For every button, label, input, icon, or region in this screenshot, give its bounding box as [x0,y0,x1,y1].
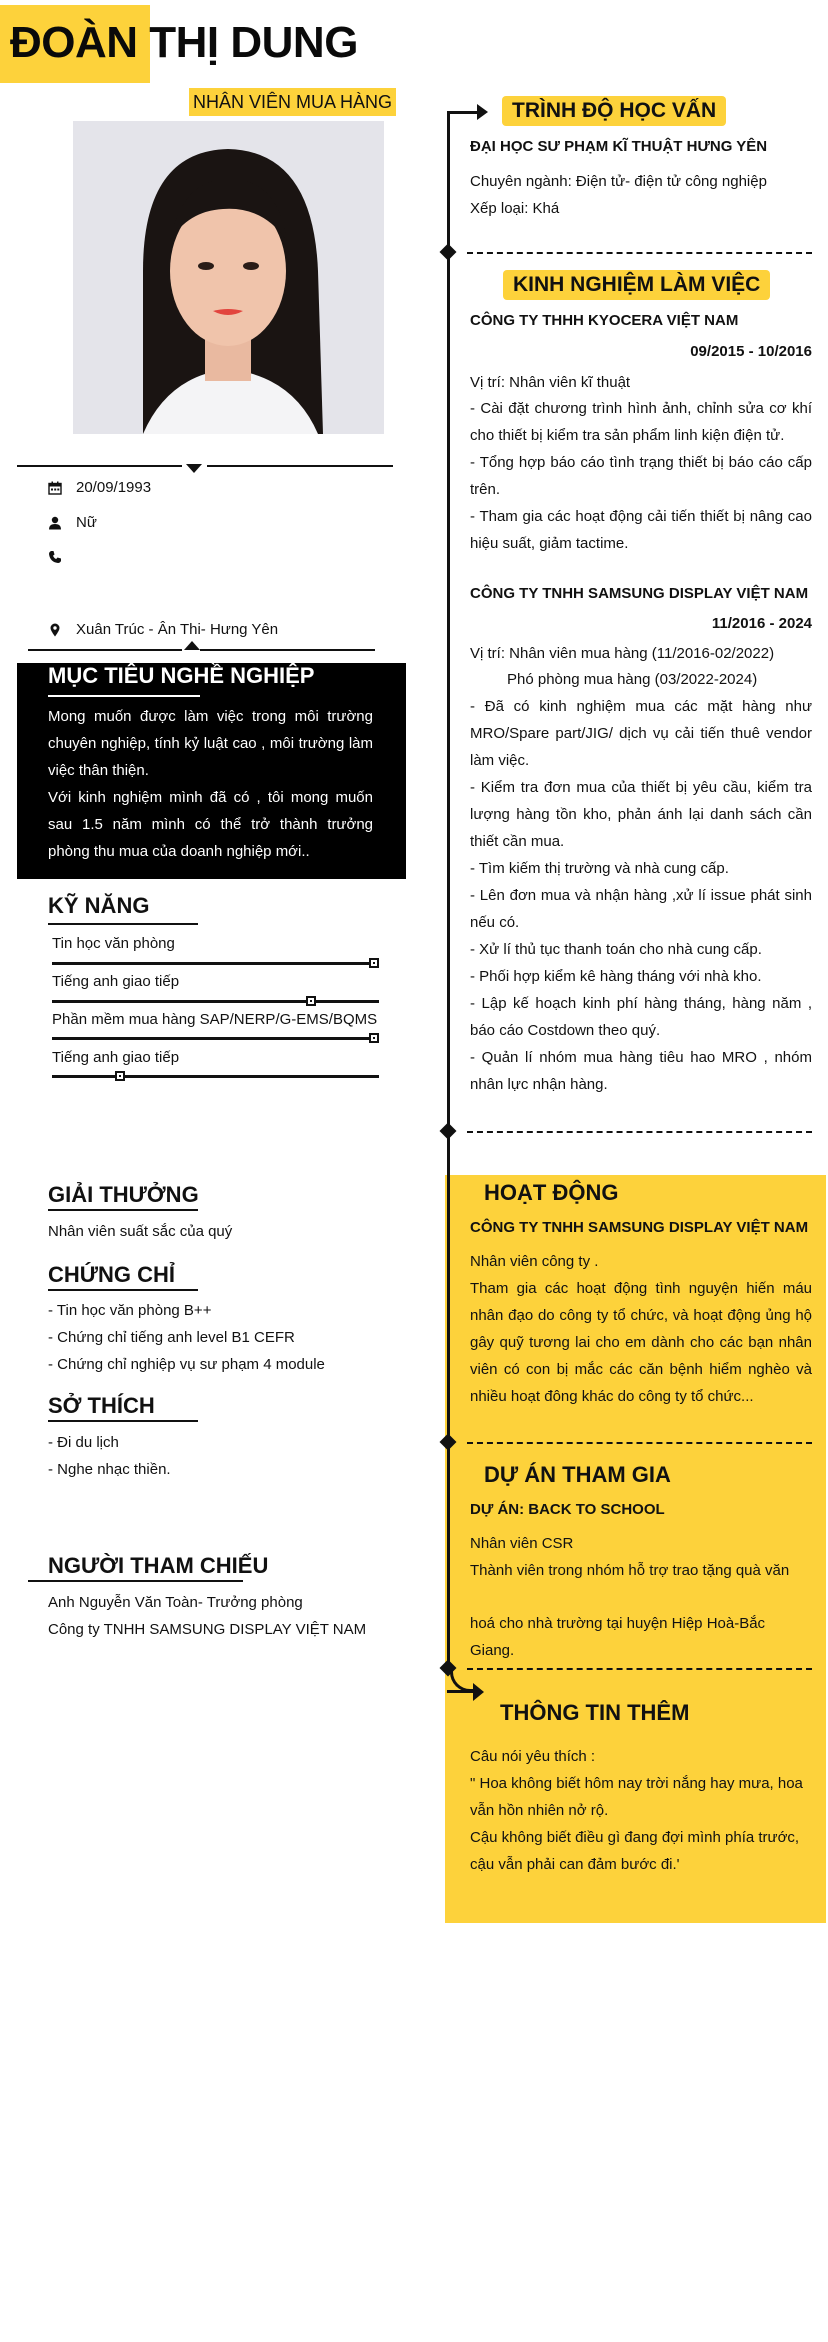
hobbies-list [48,1429,171,1483]
info-divider-bottom-right [200,649,375,651]
timeline-node [440,1123,457,1140]
skill-label-4: Tiếng anh giao tiếp [52,1049,180,1066]
awards-title: GIẢI THƯỞNG [48,1182,199,1207]
info-divider-arrow-down [186,464,202,473]
job-2-date: 11/2016 - 2024 [711,615,812,632]
address-row [48,619,278,641]
certificate-item: - Chứng chỉ nghiệp vụ sư phạm 4 module [48,1356,325,1373]
timeline-start-arm [447,111,480,114]
extra-quote [470,1770,812,1878]
skills-underline [48,923,198,925]
address-value: Xuân Trúc - Ân Thi- Hưng Yên [76,621,279,638]
objective-text-2: Với kinh nghiệm mình đã có , tôi mong muốn sau 1.5 năm mình có thể trở thành trưởng phòng thu mua của doanh nghiệp mới.. [48,789,373,860]
extra-quote-2: Cậu không biết điều gì đang đợi mình phía trước, cậu vẫn phải can đảm bước đi.' [470,1829,800,1873]
extra-quote-1: " Hoa không biết hôm nay trời nắng hay mưa, hoa vẫn hồn nhiên nở rộ. [470,1775,803,1819]
extra-label: Câu nói yêu thích : [470,1748,596,1765]
skill-knob-1 [369,958,379,968]
education-major: Chuyên ngành: Điện tử- điện tử công nghiệp [470,173,767,190]
phone-row [48,546,76,568]
experience-title: KINH NGHIỆM LÀM VIỆC [503,270,770,300]
job-2-position: Vị trí: Nhân viên mua hàng (11/2016-02/2022) [470,645,775,662]
info-divider-arrow-up [184,641,200,650]
activities-org: CÔNG TY TNHH SAMSUNG DISPLAY VIỆT NAM [470,1219,809,1236]
hobby-item: - Nghe nhạc thiền. [48,1461,171,1478]
hobbies-underline [48,1420,198,1422]
skill-knob-4 [115,1071,125,1081]
objective-title: MỤC TIÊU NGHỀ NGHIỆP [48,663,315,688]
reference-text [48,1589,366,1643]
activities-title: HOẠT ĐỘNG [484,1180,619,1205]
job-1-date: 09/2015 - 10/2016 [690,343,812,360]
reference-title: NGƯỜI THAM CHIẾU [48,1553,269,1578]
info-divider-top-left [17,465,182,467]
skill-bar-1 [52,962,379,965]
job-1-company: CÔNG TY THHH KYOCERA VIỆT NAM [470,312,739,329]
birthday-value: 20/09/1993 [76,479,152,496]
task-item: - Lập kế hoạch kinh phí hàng tháng, hàng năm , báo cáo Costdown theo quý. [470,995,812,1039]
extra-title: THÔNG TIN THÊM [500,1700,690,1725]
certificates-title: CHỨNG CHỈ [48,1262,176,1287]
calendar-icon [48,481,62,495]
profile-photo [73,121,384,434]
reference-person: Anh Nguyễn Văn Toàn- Trưởng phòng [48,1594,303,1611]
hobbies-title: SỞ THÍCH [48,1393,155,1418]
skill-label-3: Phần mềm mua hàng SAP/NERP/G-EMS/BQMS [52,1011,378,1028]
timeline-start-arrow [477,104,488,120]
task-item: - Phối hợp kiểm kê hàng tháng với nhà kho. [470,968,762,985]
skill-bar-4 [52,1075,379,1078]
job-2-tasks [470,693,812,1098]
skills-title: KỸ NĂNG [48,893,150,918]
section-divider [467,1668,812,1670]
skill-bar-3 [52,1037,379,1040]
task-item: - Tham gia các hoạt động cải tiến thiết bị nâng cao hiệu suất, giảm tactime. [470,508,812,552]
task-item: - Quản lí nhóm mua hàng tiêu hao MRO , nhóm nhân lực nhận hàng. [470,1049,812,1093]
education-school: ĐẠI HỌC SƯ PHẠM KĨ THUẬT HƯNG YÊN [470,138,768,155]
task-item: - Tổng hợp báo cáo tình trạng thiết bị báo cáo cấp trên. [470,454,812,498]
skill-label-2: Tiếng anh giao tiếp [52,973,180,990]
job-1-tasks [470,395,812,557]
info-divider-bottom-left [28,649,182,651]
certificate-item: - Tin học văn phòng B++ [48,1302,212,1319]
hobby-item: - Đi du lịch [48,1434,119,1451]
info-divider-top-right [207,465,393,467]
timeline-end-arrow [473,1683,484,1701]
objective-text-1: Mong muốn được làm việc trong môi trường chuyên nghiệp, tính kỷ luật cao , môi trường làm việc thân thiện. [48,708,373,779]
task-item: - Đã có kinh nghiệm mua các mặt hàng như MRO/Spare part/JIG/ dịch vụ cải tiến thuê vendor làm việc. [470,698,812,769]
task-item: - Tìm kiếm thị trường và nhà cung cấp. [470,860,729,877]
timeline-node [440,244,457,261]
certificate-item: - Chứng chỉ tiếng anh level B1 CEFR [48,1329,295,1346]
user-icon [48,516,62,530]
skill-label-1: Tin học văn phòng [52,935,175,952]
awards-text: Nhân viên suất sắc của quý [48,1223,233,1240]
education-title: TRÌNH ĐỘ HỌC VẤN [502,96,726,126]
phone-icon [48,550,62,564]
objective-text [48,703,373,865]
project-text-1: Thành viên trong nhóm hỗ trợ trao tặng quà văn [470,1562,790,1579]
gender-value: Nữ [76,514,97,531]
skill-bar-2 [52,1000,379,1003]
reference-underline [28,1580,243,1582]
task-item: - Kiểm tra đơn mua của thiết bị yêu cầu, kiểm tra lượng hàng tồn kho, phản ánh lại danh sách cần thiết cần mua. [470,779,812,850]
job-1-position: Vị trí: Nhân viên kĩ thuật [470,374,631,391]
activities-role: Nhân viên công ty . [470,1253,599,1270]
objective-underline [48,695,200,697]
candidate-name: ĐOÀN THỊ DUNG [10,18,358,67]
gender-row [48,512,97,534]
project-role: Nhân viên CSR [470,1535,574,1552]
reference-company: Công ty TNHH SAMSUNG DISPLAY VIỆT NAM [48,1621,367,1638]
section-divider [467,1442,812,1444]
career-objective-box [17,663,406,879]
projects-title: DỰ ÁN THAM GIA [484,1462,671,1487]
certificates-underline [48,1289,198,1291]
certificates-list [48,1297,325,1378]
job-2-position-2: Phó phòng mua hàng (03/2022-2024) [507,671,758,688]
birthday-row [48,477,151,499]
awards-underline [48,1209,198,1211]
skill-knob-3 [369,1033,379,1043]
activities-text: Tham gia các hoạt động tình nguyện hiến máu nhân đạo do công ty tổ chức, và hoạt động ủng hộ gây quỹ tương lai cho em dành cho các bạn nhân viên có con bị mắc các căn bệnh hiểm nghèo và nhiều hoạt đông khác do công ty tổ chức... [470,1280,812,1405]
task-item: - Lên đơn mua và nhận hàng ,xử lí issue phát sinh nếu có. [470,887,812,931]
section-divider [467,252,812,254]
task-item: - Cài đặt chương trình hình ảnh, chỉnh sửa cơ khí cho thiết bị kiểm tra sản phẩm linh kiện điện tử. [470,400,812,444]
project-name: DỰ ÁN: BACK TO SCHOOL [470,1501,665,1518]
skill-knob-2 [306,996,316,1006]
map-pin-icon [48,623,62,637]
education-grade: Xếp loại: Khá [470,200,560,217]
section-divider [467,1131,812,1133]
task-item: - Xử lí thủ tục thanh toán cho nhà cung cấp. [470,941,762,958]
project-text-2: hoá cho nhà trường tại huyện Hiệp Hoà-Bắc Giang. [470,1615,766,1659]
job-title: NHÂN VIÊN MUA HÀNG [189,88,396,116]
job-2-company: CÔNG TY TNHH SAMSUNG DISPLAY VIỆT NAM [470,585,809,602]
